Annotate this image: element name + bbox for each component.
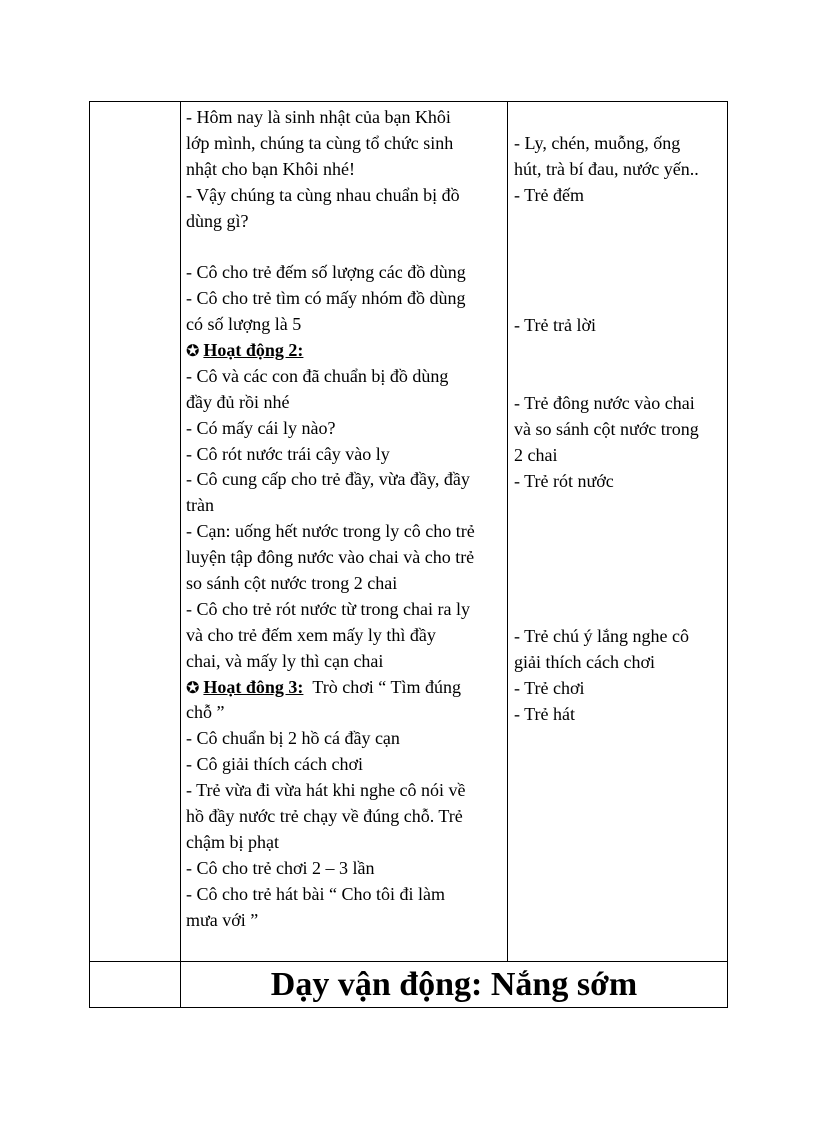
table-border-bottom: [89, 1007, 728, 1008]
text-line: - Cô rót nước trái cây vào ly: [186, 443, 390, 464]
table-border-right: [727, 101, 728, 1008]
column-divider-2: [507, 101, 508, 961]
text-line: nhật cho bạn Khôi nhé!: [186, 158, 355, 179]
text-line: chậm bị phạt: [186, 831, 279, 852]
child-line: - Trẻ đông nước vào chai: [514, 393, 695, 413]
text-line: - Cạn: uống hết nước trong ly cô cho trẻ: [186, 521, 475, 542]
child-line: và so sánh cột nước trong: [514, 419, 699, 439]
circled-star-icon: ✪: [186, 679, 200, 697]
text-line: - Cô cho trẻ hát bài “ Cho tôi đi làm: [186, 883, 445, 904]
text-line: đầy đủ rồi nhé: [186, 391, 290, 412]
table-border-left: [89, 101, 90, 1008]
blank-line: [186, 234, 475, 260]
text-line: chỗ ”: [186, 702, 225, 723]
child-line: - Trẻ hát: [514, 704, 576, 724]
child-line: - Trẻ trả lời: [514, 315, 597, 335]
text-line: dùng gì?: [186, 210, 249, 231]
text-line: - Có mấy cái ly nào?: [186, 417, 336, 438]
child-line: - Trẻ đếm: [514, 185, 585, 205]
text-line: - Hôm nay là sinh nhật của bạn Khôi: [186, 107, 451, 127]
text-line: luyện tập đông nước vào chai và cho trẻ: [186, 547, 475, 568]
text-line: - Cô và các con đã chuẩn bị đồ dùng: [186, 365, 449, 386]
text-line: có số lượng là 5: [186, 314, 302, 335]
text-line: chai, và mấy ly thì cạn chai: [186, 650, 384, 671]
text-line: lớp mình, chúng ta cùng tổ chức sinh: [186, 132, 454, 153]
child-line: giải thích cách chơi: [514, 652, 655, 672]
child-line: - Trẻ chơi: [514, 678, 585, 698]
child-line: - Trẻ rót nước: [514, 471, 614, 491]
text-line: - Cô cho trẻ rót nước từ trong chai ra ly: [186, 598, 470, 619]
child-line: - Trẻ chú ý lắng nghe cô: [514, 626, 689, 646]
teacher-activities: [186, 105, 475, 934]
text-line: - Vậy chúng ta cùng nhau chuẩn bị đồ: [186, 184, 460, 205]
activity-2-label: Hoạt động 2:: [203, 340, 304, 361]
child-line: 2 chai: [514, 445, 558, 465]
activity-3-title: Trò chơi “ Tìm đúng: [312, 676, 461, 697]
table-border-top: [89, 101, 728, 102]
text-line: - Cô cho trẻ đếm số lượng các đồ dùng: [186, 262, 466, 283]
text-line: tràn: [186, 495, 214, 516]
text-line: mưa với ”: [186, 909, 259, 930]
child-line: hút, trà bí đau, nước yến..: [514, 159, 699, 179]
text-line: - Cô giải thích cách chơi: [186, 754, 363, 775]
text-line: - Trẻ vừa đi vừa hát khi nghe cô nói về: [186, 780, 466, 801]
text-line: - Cô cung cấp cho trẻ đầy, vừa đầy, đầy: [186, 469, 470, 490]
text-line: và cho trẻ đếm xem mấy ly thì đầy: [186, 624, 436, 645]
section-title: Dạy vận động: Nắng sớm: [270, 966, 638, 1003]
text-line: so sánh cột nước trong 2 chai: [186, 573, 398, 594]
column-divider-1: [180, 101, 181, 1008]
text-line: - Cô cho trẻ tìm có mấy nhóm đồ dùng: [186, 288, 466, 309]
activity-3-heading: [186, 675, 475, 701]
circled-star-icon: ✪: [186, 343, 200, 361]
text-line: - Cô chuẩn bị 2 hồ cá đầy cạn: [186, 728, 400, 749]
child-line: - Ly, chén, muỗng, ống: [514, 133, 681, 153]
lesson-table: [89, 101, 728, 1008]
activity-3-label: Hoạt đông 3:: [203, 676, 304, 697]
activity-2-heading: [186, 338, 475, 364]
text-line: hồ đầy nước trẻ chạy về đúng chỗ. Trẻ: [186, 806, 463, 827]
text-line: - Cô cho trẻ chơi 2 – 3 lần: [186, 857, 375, 878]
row-divider: [89, 961, 728, 962]
